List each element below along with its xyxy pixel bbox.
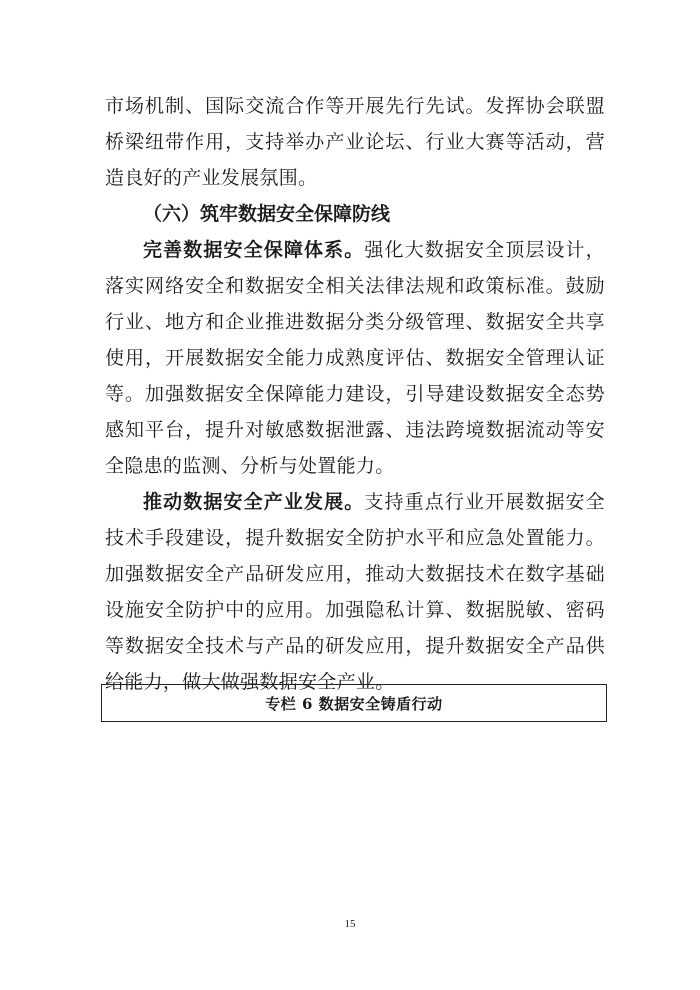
paragraph-lead: 推动数据安全产业发展。: [143, 491, 365, 513]
paragraph-text: 市场机制、国际交流合作等开展先行先试。发挥协会联盟桥梁纽带作用，支持举办产业论坛、行业大赛等活动，营造良好的产业发展氛围。: [105, 95, 605, 189]
paragraph-text: 支持重点行业开展数据安全技术手段建设，提升数据安全防护水平和应急处置能力。加强数据安全产品研发应用，推动大数据技术在数字基础设施安全防护中的应用。加强隐私计算、数据脱敏、密码等数据安全技术与产品的研发应用，提升数据安全产品供给能力，做大做强数据安全产业。: [105, 491, 605, 693]
paragraph-text: 强化大数据安全顶层设计，落实网络安全和数据安全相关法律法规和政策标准。鼓励行业、地方和企业推进数据分类分级管理、数据安全共享使用，开展数据安全能力成熟度评估、数据安全管理认证等。加强数据安全保障能力建设，引导建设数据安全态势感知平台，提升对敏感数据泄露、违法跨境数据流动等安全隐患的监测、分析与处置能力。: [105, 239, 605, 477]
paragraph-market-mechanism: [105, 88, 605, 196]
paragraph-lead: 完善数据安全保障体系。: [143, 239, 365, 261]
column-box-title: 专栏 6 数据安全铸盾行动: [265, 694, 443, 713]
column-box: [101, 684, 607, 722]
section-heading: （六）筑牢数据安全保障防线: [143, 203, 391, 225]
paragraph-data-security-system: [105, 232, 605, 484]
page-number: 15: [344, 918, 356, 930]
paragraph-data-security-industry: [105, 484, 605, 700]
